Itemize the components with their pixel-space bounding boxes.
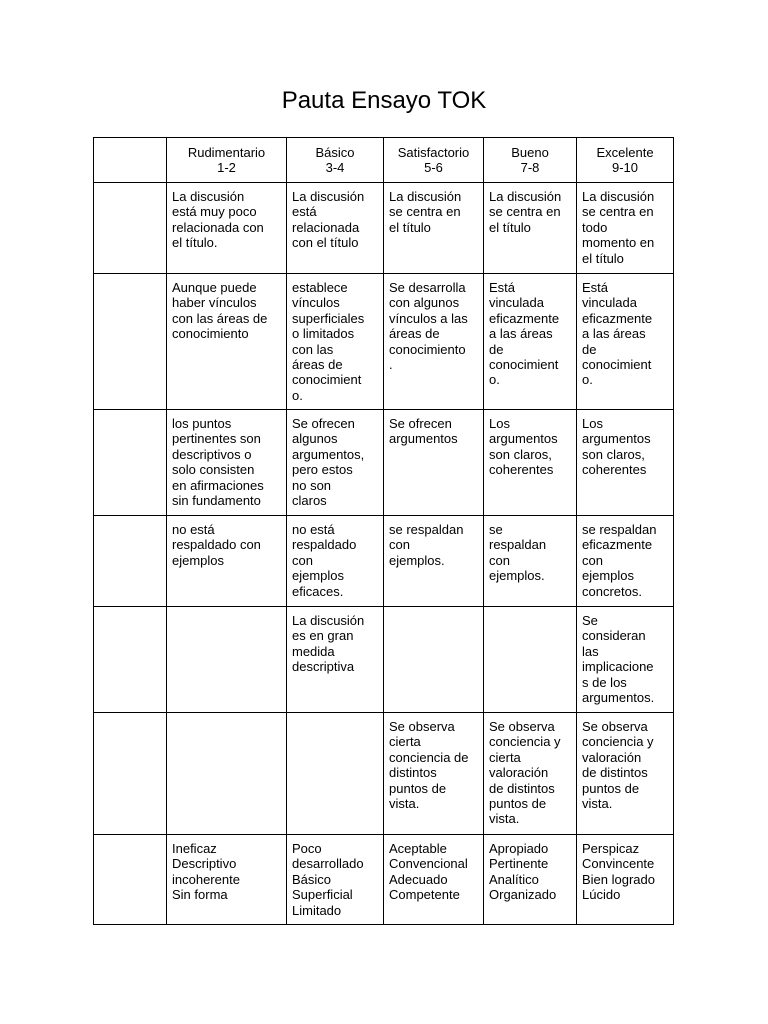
table-cell bbox=[287, 516, 384, 607]
table-cell bbox=[577, 713, 674, 835]
table-cell bbox=[577, 607, 674, 713]
table-cell bbox=[384, 410, 484, 516]
cell-text: establece vínculos superficiales o limitados con las áreas de conocimient o. bbox=[292, 280, 365, 403]
cell-text: Se observa conciencia y cierta valoración de distintos puntos de vista. bbox=[489, 719, 561, 827]
cell-text: Los argumentos son claros, coherentes bbox=[582, 416, 651, 478]
row-label-cell bbox=[94, 835, 167, 925]
level-range: 1-2 bbox=[217, 160, 236, 176]
row-label-cell bbox=[94, 607, 167, 713]
table-cell bbox=[484, 713, 577, 835]
table-cell bbox=[577, 516, 674, 607]
cell-text: Los argumentos son claros, coherentes bbox=[489, 416, 558, 478]
cell-text: se respaldan con ejemplos. bbox=[389, 522, 464, 568]
table-cell bbox=[167, 274, 287, 410]
cell-text: La discusión está relacionada con el título bbox=[292, 189, 365, 251]
row-label-cell bbox=[94, 516, 167, 607]
table-cell bbox=[287, 274, 384, 410]
cell-text: Perspicaz Convincente Bien logrado Lúcido bbox=[582, 841, 655, 903]
table-cell bbox=[384, 835, 484, 925]
table-cell bbox=[577, 410, 674, 516]
table-row bbox=[94, 516, 674, 607]
row-label-cell bbox=[94, 183, 167, 274]
level-range: 5-6 bbox=[424, 160, 443, 176]
cell-text: Se ofrecen algunos argumentos, pero estos no son claros bbox=[292, 416, 365, 509]
table-cell bbox=[577, 835, 674, 925]
level-header bbox=[167, 138, 287, 183]
cell-text: Se consideran las implicacione s de los argumentos. bbox=[582, 613, 655, 706]
document-title: Pauta Ensayo TOK bbox=[281, 87, 487, 114]
row-label-cell bbox=[94, 410, 167, 516]
cell-text: La discusión se centra en el título bbox=[389, 189, 462, 235]
table-cell bbox=[287, 410, 384, 516]
corner-cell bbox=[94, 138, 167, 183]
cell-text: no está respaldado con ejemplos eficaces. bbox=[292, 522, 357, 599]
table-cell bbox=[167, 516, 287, 607]
cell-text: Se ofrecen argumentos bbox=[389, 416, 458, 447]
table-cell bbox=[167, 835, 287, 925]
level-name: Rudimentario bbox=[187, 145, 266, 160]
cell-text: no está respaldado con ejemplos bbox=[172, 522, 261, 568]
table-cell bbox=[287, 607, 384, 713]
cell-text: Ineficaz Descriptivo incoherente Sin forma bbox=[172, 841, 240, 903]
table-cell bbox=[167, 713, 287, 835]
cell-text: Se desarrolla con algunos vínculos a las áreas de conocimiento . bbox=[389, 280, 468, 373]
cell-text: los puntos pertinentes son descriptivos o solo consisten en afirmaciones sin fundamento bbox=[172, 416, 264, 509]
table-cell bbox=[384, 713, 484, 835]
cell-text: Aceptable Convencional Adecuado Competente bbox=[389, 841, 468, 903]
table-cell bbox=[484, 410, 577, 516]
table-cell bbox=[384, 607, 484, 713]
level-range: 7-8 bbox=[520, 160, 540, 176]
table-cell bbox=[384, 183, 484, 274]
cell-text: se respaldan eficazmente con ejemplos concretos. bbox=[582, 522, 657, 599]
cell-text: Aunque puede haber vínculos con las áreas de conocimiento bbox=[172, 280, 268, 342]
level-name: Básico bbox=[315, 145, 355, 160]
table-row bbox=[94, 835, 674, 925]
cell-text: La discusión se centra en todo momento en el título bbox=[582, 189, 655, 266]
table-cell bbox=[577, 183, 674, 274]
table-row bbox=[94, 713, 674, 835]
level-range: 3-4 bbox=[325, 160, 345, 176]
level-name: Bueno bbox=[511, 145, 549, 160]
table-row bbox=[94, 410, 674, 516]
table-cell bbox=[384, 274, 484, 410]
cell-text: La discusión está muy poco relacionada con el título. bbox=[172, 189, 264, 251]
row-label-cell bbox=[94, 713, 167, 835]
table-row bbox=[94, 183, 674, 274]
level-header bbox=[484, 138, 577, 183]
cell-text: Se observa cierta conciencia de distintos puntos de vista. bbox=[389, 719, 469, 812]
table-cell bbox=[287, 713, 384, 835]
row-label-cell bbox=[94, 274, 167, 410]
table-cell bbox=[484, 183, 577, 274]
table-cell bbox=[484, 835, 577, 925]
table-cell bbox=[484, 607, 577, 713]
level-name: Satisfactorio bbox=[397, 145, 470, 160]
level-header bbox=[577, 138, 674, 183]
table-row bbox=[94, 274, 674, 410]
table-cell bbox=[167, 183, 287, 274]
header-row bbox=[94, 138, 674, 183]
rubric-table bbox=[93, 137, 674, 925]
cell-text: La discusión se centra en el título bbox=[489, 189, 562, 235]
level-range: 9-10 bbox=[611, 160, 639, 176]
table-cell bbox=[577, 274, 674, 410]
table-cell bbox=[287, 835, 384, 925]
cell-text: se respaldan con ejemplos. bbox=[489, 522, 547, 584]
cell-text: Está vinculada eficazmente a las áreas de conocimient o. bbox=[489, 280, 560, 388]
table-row bbox=[94, 607, 674, 713]
cell-text: La discusión es en gran medida descriptiva bbox=[292, 613, 365, 675]
level-header bbox=[384, 138, 484, 183]
level-header bbox=[287, 138, 384, 183]
table-cell bbox=[167, 410, 287, 516]
table-cell bbox=[167, 607, 287, 713]
table-cell bbox=[287, 183, 384, 274]
cell-text: Poco desarrollado Básico Superficial Limitado bbox=[292, 841, 364, 918]
cell-text: Se observa conciencia y valoración de distintos puntos de vista. bbox=[582, 719, 654, 812]
level-name: Excelente bbox=[596, 145, 654, 160]
cell-text: Está vinculada eficazmente a las áreas de conocimient o. bbox=[582, 280, 653, 388]
table-cell bbox=[484, 516, 577, 607]
table-cell bbox=[384, 516, 484, 607]
table-cell bbox=[484, 274, 577, 410]
cell-text: Apropiado Pertinente Analítico Organizado bbox=[489, 841, 557, 903]
